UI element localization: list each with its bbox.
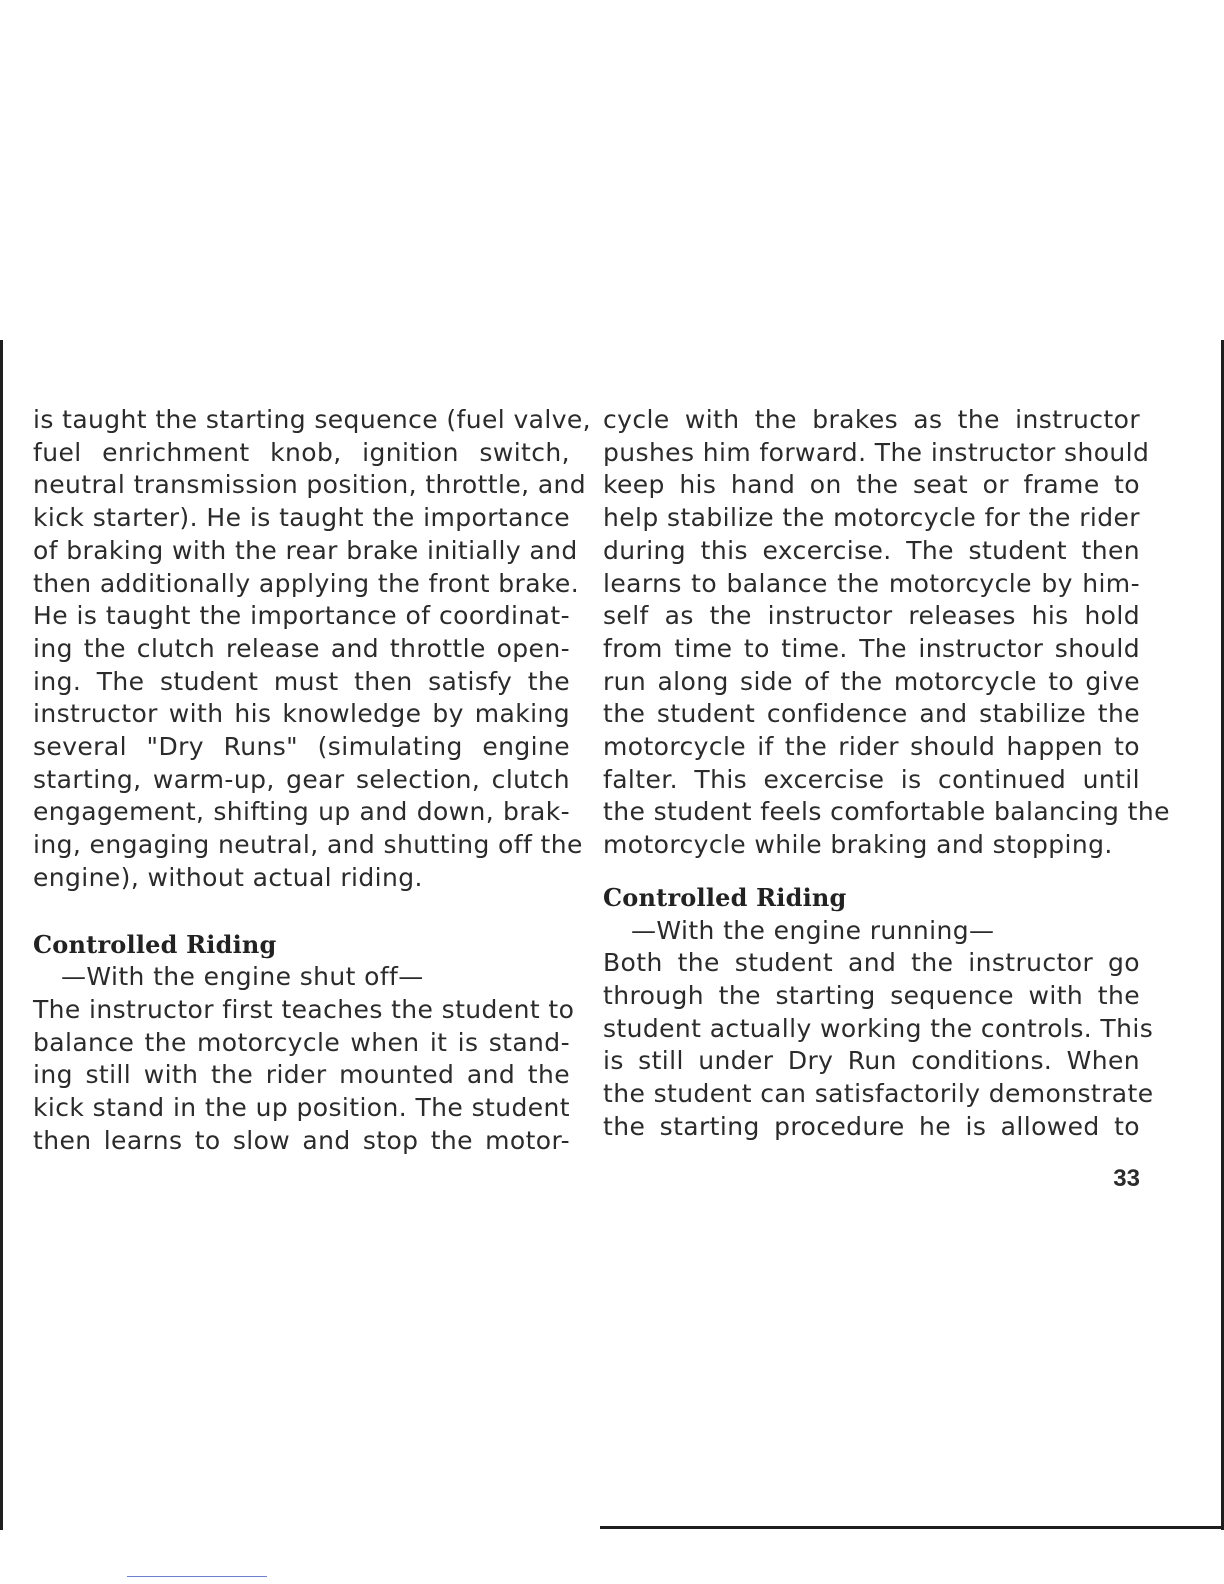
right-paragraph-2 (603, 947, 1154, 1143)
text-line: keep his hand on the seat or frame to (603, 470, 1140, 500)
text-line: falter. This excercise is continued until (603, 764, 1140, 794)
page-number: 33 (1113, 1165, 1140, 1192)
footer-rule (127, 1576, 267, 1577)
text-line: kick starter). He is taught the importance (33, 503, 570, 533)
text-line: Both the student and the instructor go (603, 948, 1140, 978)
text-line: instructor with his knowledge by making (33, 699, 570, 729)
text-line: the student feels comfortable balancing the (603, 797, 1170, 827)
text-line: the student confidence and stabilize the (603, 699, 1140, 729)
section-heading: Controlled Riding (33, 929, 277, 959)
text-line: motorcycle while braking and stopping. (603, 830, 1113, 860)
right-paragraph-1 (603, 404, 1170, 862)
text-line: the starting procedure he is allowed to (603, 1111, 1140, 1141)
page-edge-left (0, 340, 3, 1530)
text-line: balance the motorcycle when it is stand- (33, 1027, 570, 1057)
text-line: ing the clutch release and throttle open- (33, 633, 570, 663)
text-line: cycle with the brakes as the instructor (603, 405, 1140, 434)
section-subheading: —With the engine running— (631, 915, 995, 945)
text-line: then learns to slow and stop the motor- (33, 1125, 570, 1155)
text-line: engine), without actual riding. (33, 862, 423, 892)
text-line: the student can satisfactorily demonstrate (603, 1079, 1154, 1109)
text-line: kick stand in the up position. The student (33, 1093, 570, 1123)
text-line: through the starting sequence with the (603, 980, 1140, 1010)
left-paragraph-2 (33, 994, 575, 1158)
text-line: starting, warm-up, gear selection, clutch (33, 764, 570, 794)
text-line: learns to balance the motorcycle by him- (603, 568, 1140, 598)
section-subheading: —With the engine shut off— (61, 962, 424, 992)
text-line: neutral transmission position, throttle, and (33, 470, 587, 500)
text-line: He is taught the importance of coordinat- (33, 601, 570, 631)
text-line: self as the instructor releases his hold (603, 601, 1140, 631)
text-line: ing, engaging neutral, and shutting off the (33, 830, 583, 860)
text-line: student actually working the controls. This (603, 1013, 1154, 1043)
text-line: ing. The student must then satisfy the (33, 666, 570, 696)
section-heading: Controlled Riding (603, 882, 847, 912)
right-column (603, 404, 1170, 1143)
left-column (33, 404, 592, 1157)
text-line: several "Dry Runs" (simulating engine (33, 732, 570, 762)
text-line: of braking with the rear brake initially and (33, 535, 578, 565)
text-line: motorcycle if the rider should happen to (603, 732, 1140, 762)
page-bottom-rule (600, 1526, 1224, 1529)
text-line: is still under Dry Run conditions. When (603, 1046, 1140, 1076)
left-paragraph-1 (33, 404, 592, 895)
text-line: run along side of the motorcycle to give (603, 666, 1140, 696)
text-line: engagement, shifting up and down, brak- (33, 797, 570, 827)
text-line: during this excercise. The student then (603, 535, 1140, 565)
text-line: then additionally applying the front brake. (33, 568, 580, 598)
text-line: fuel enrichment knob, ignition switch, (33, 437, 570, 467)
text-line: The instructor first teaches the student to (33, 994, 575, 1024)
text-line: pushes him forward. The instructor should (603, 437, 1150, 467)
text-line: help stabilize the motorcycle for the rider (603, 503, 1140, 533)
text-line: from time to time. The instructor should (603, 633, 1140, 663)
text-line: is taught the starting sequence (fuel valve, (33, 405, 592, 434)
text-line: ing still with the rider mounted and the (33, 1060, 570, 1090)
